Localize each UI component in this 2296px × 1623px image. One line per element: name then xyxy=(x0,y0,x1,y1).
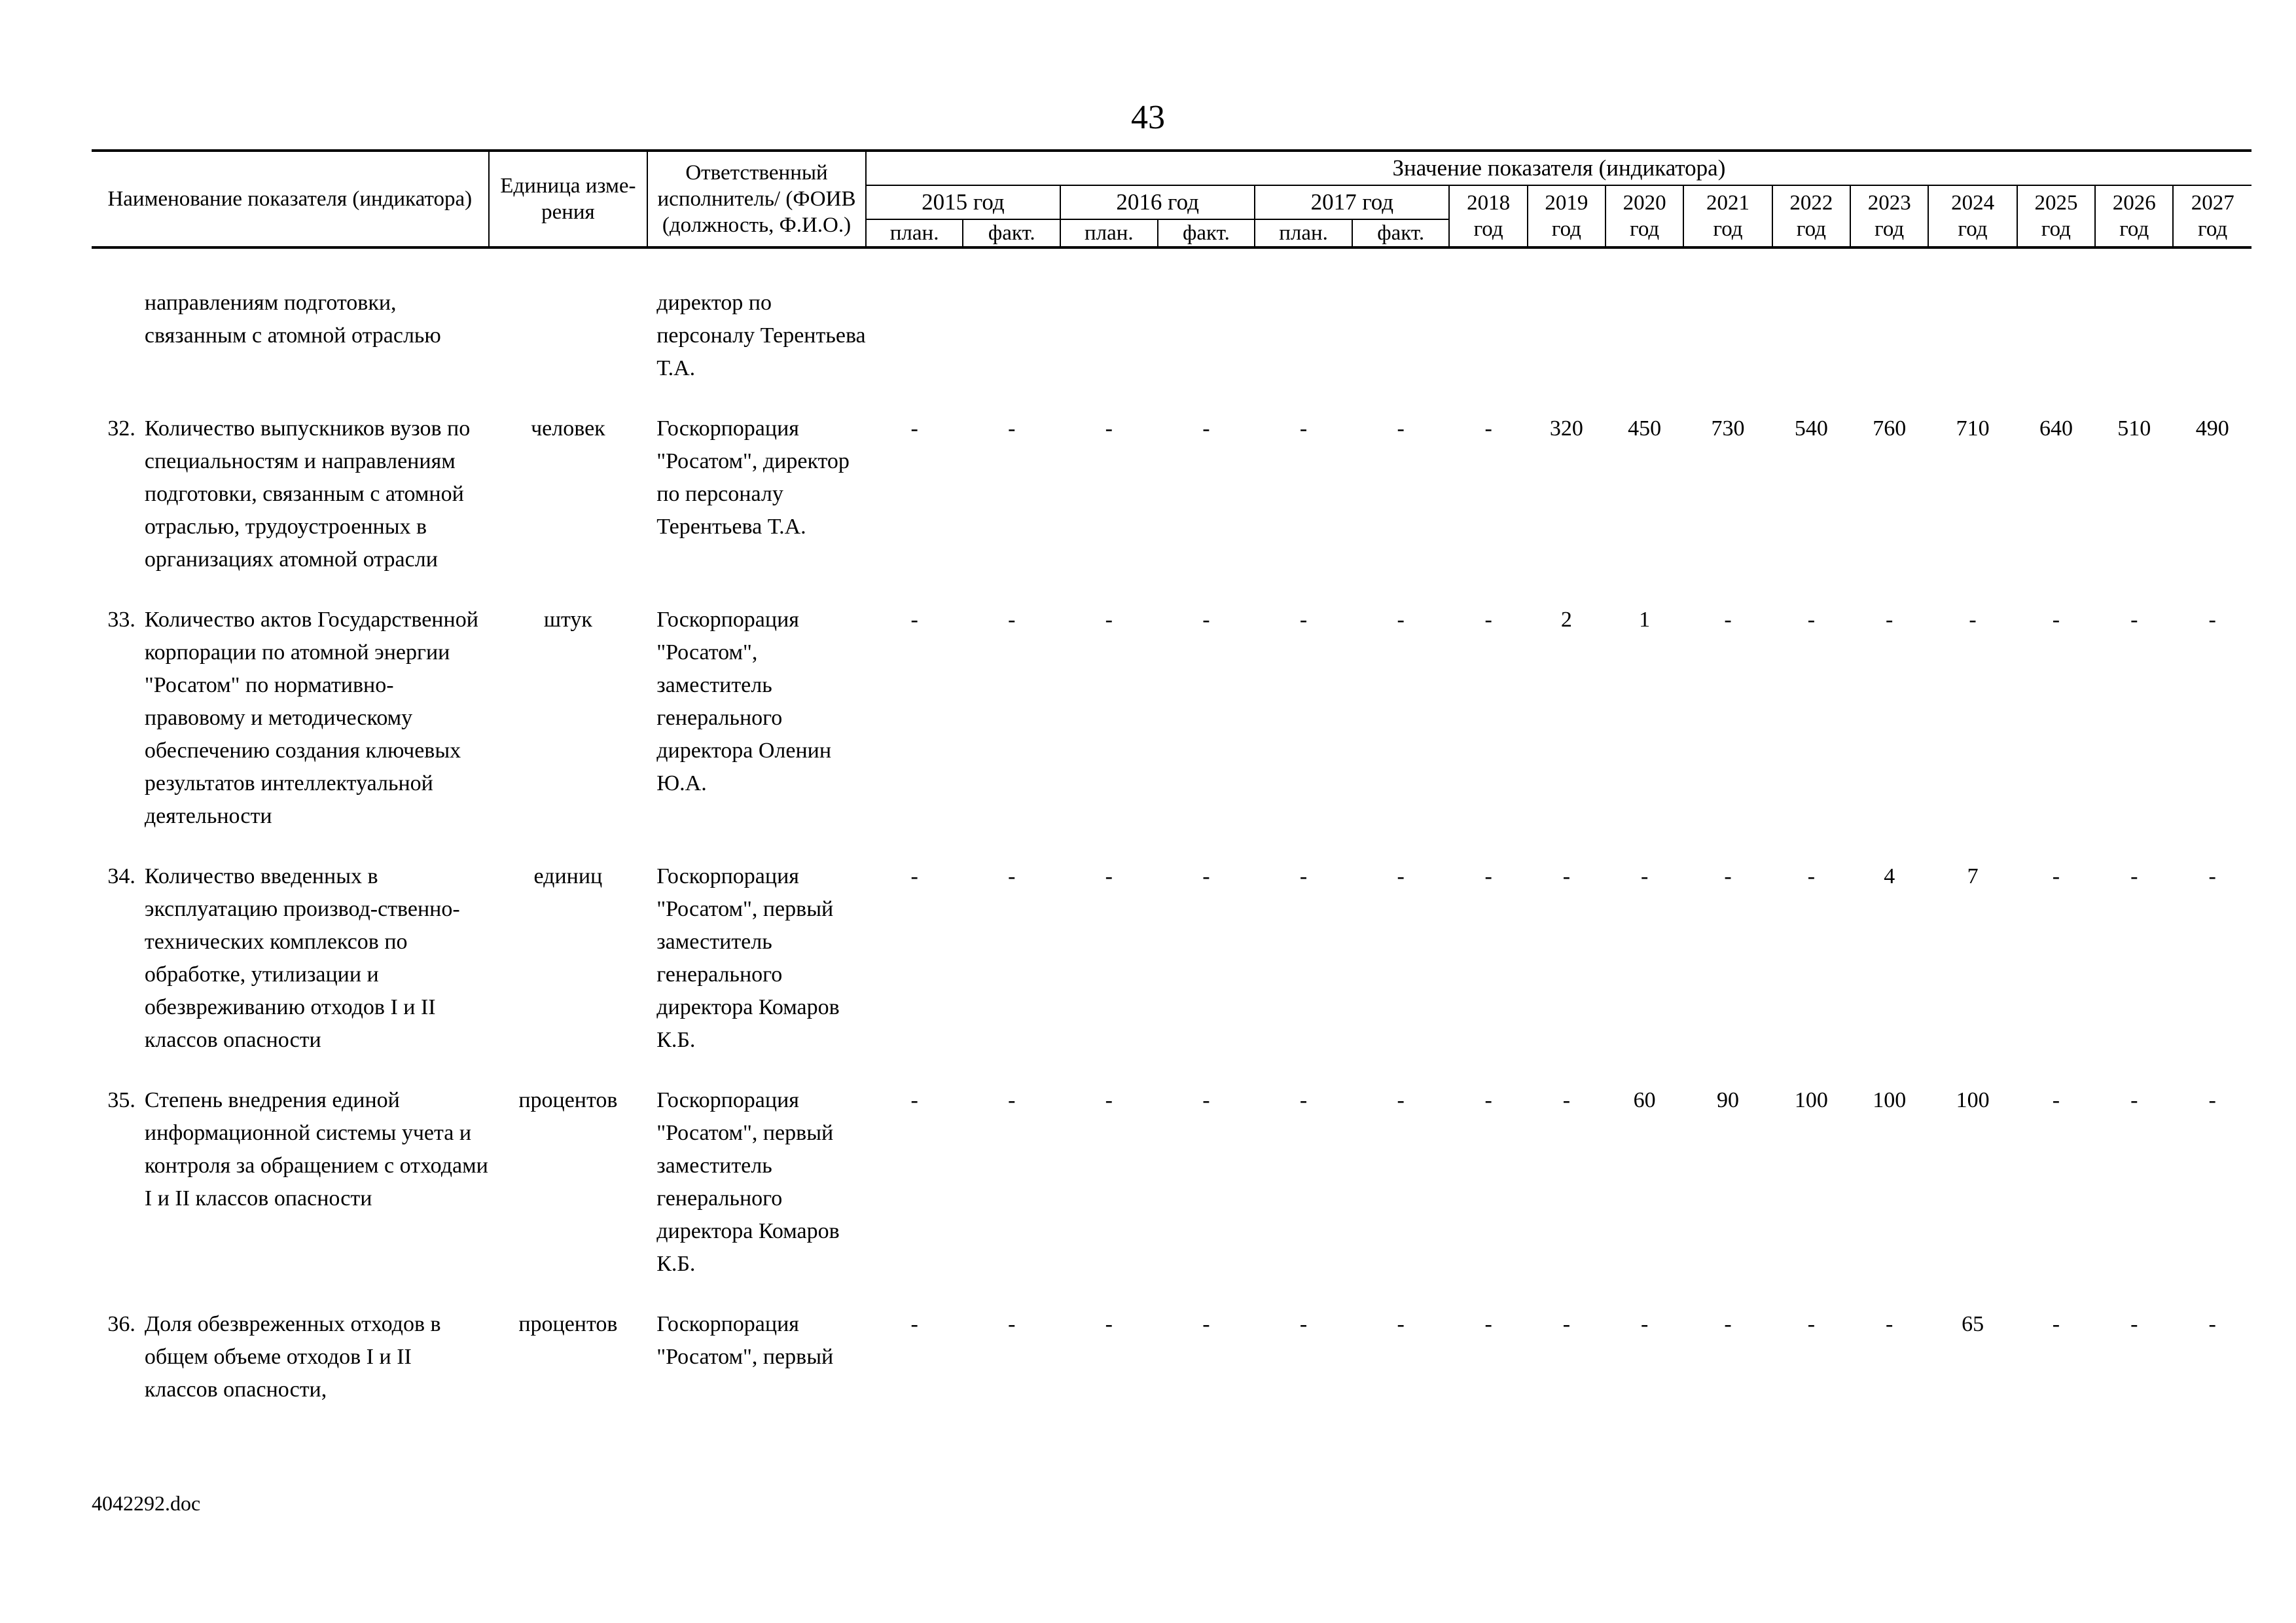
cell-value: - xyxy=(1484,1312,1492,1336)
header-year-2019: 2019 год xyxy=(1528,185,1605,247)
cell-value: - xyxy=(2208,1312,2216,1336)
cell-value: - xyxy=(1105,608,1113,632)
cell-value: - xyxy=(2208,1088,2216,1112)
cell-value: - xyxy=(1724,608,1732,632)
cell-value: - xyxy=(1969,608,1977,632)
cell-value: - xyxy=(2052,1088,2060,1112)
header-plan-2017: план. xyxy=(1255,219,1352,247)
header-year-2023: 2023 год xyxy=(1850,185,1928,247)
cell-value: 100 xyxy=(1794,1088,1828,1112)
header-fact-2017: факт. xyxy=(1352,219,1450,247)
cell-value: 710 xyxy=(1956,416,1990,441)
cell-value: 2 xyxy=(1560,608,1572,632)
page-number: 43 xyxy=(1131,99,1165,136)
cell-value: - xyxy=(1807,608,1816,632)
cell-value: - xyxy=(2130,864,2138,888)
table-row xyxy=(92,604,2251,833)
header-plan-2015: план. xyxy=(866,219,963,247)
header-year-2026: 2026 год xyxy=(2095,185,2173,247)
cell-value: - xyxy=(910,608,918,632)
header-year-2018: 2018 год xyxy=(1449,185,1527,247)
row-executor: директор по персоналу Терентьева Т.А. xyxy=(656,291,866,380)
row-number: 33. xyxy=(107,608,135,632)
header-year-2015: 2015 год xyxy=(866,185,1060,219)
cell-value: - xyxy=(1397,608,1405,632)
cell-value: - xyxy=(1484,416,1492,441)
row-number: 34. xyxy=(107,864,135,888)
cell-value: - xyxy=(910,864,918,888)
cell-value: - xyxy=(1008,1312,1016,1336)
row-name: Количество актов Государственной корпорации по атомной энергии "Росатом" по нормативно-правовому и методическому обеспечению создания ключевых результатов интеллектуальной деятельности xyxy=(144,608,478,828)
table-row xyxy=(92,860,2251,1057)
header-year-2020: 2020 год xyxy=(1605,185,1683,247)
cell-value: 730 xyxy=(1711,416,1745,441)
row-executor: Госкорпорация "Росатом", первый заместитель генерального директора Комаров К.Б. xyxy=(656,1088,840,1276)
cell-value: - xyxy=(1484,864,1492,888)
cell-value: - xyxy=(1807,864,1816,888)
header-value-group: Значение показателя (индикатора) xyxy=(866,151,2251,185)
header-executor: Ответственный исполнитель/ (ФОИВ (должность, Ф.И.О.) xyxy=(647,151,866,247)
header-year-2024: 2024 год xyxy=(1928,185,2017,247)
header-year-2016: 2016 год xyxy=(1060,185,1255,219)
cell-value: 640 xyxy=(2039,416,2073,441)
header-year-2021: 2021 год xyxy=(1683,185,1772,247)
cell-value: - xyxy=(1105,1312,1113,1336)
cell-value: - xyxy=(1562,1312,1571,1336)
cell-value: - xyxy=(1397,1088,1405,1112)
table-row-continuation xyxy=(92,287,2251,385)
cell-value: - xyxy=(1641,864,1649,888)
row-number: 32. xyxy=(107,416,135,441)
cell-value: 65 xyxy=(1962,1312,1984,1336)
cell-value: 760 xyxy=(1873,416,1907,441)
cell-value: 100 xyxy=(1873,1088,1907,1112)
cell-value: - xyxy=(910,416,918,441)
cell-value: 320 xyxy=(1549,416,1583,441)
table-header xyxy=(92,151,2251,247)
cell-value: 60 xyxy=(1633,1088,1656,1112)
cell-value: - xyxy=(910,1312,918,1336)
cell-value: - xyxy=(2052,608,2060,632)
cell-value: - xyxy=(1008,416,1016,441)
row-unit: человек xyxy=(531,416,605,441)
cell-value: 540 xyxy=(1794,416,1828,441)
cell-value: - xyxy=(1397,864,1405,888)
document-footer: 4042292.doc xyxy=(92,1491,201,1515)
row-name: Степень внедрения единой информационной системы учета и контроля за обращением с отходами I и II классов опасности xyxy=(144,1088,488,1211)
cell-value: - xyxy=(1008,864,1016,888)
cell-value: - xyxy=(1105,864,1113,888)
row-unit: штук xyxy=(543,608,592,632)
row-name: Количество выпускников вузов по специальностям и направлениям подготовки, связанным с атомной отраслью, трудоустроенных в организациях атомной отрасли xyxy=(144,416,471,572)
header-fact-2015: факт. xyxy=(963,219,1060,247)
cell-value: 100 xyxy=(1956,1088,1990,1112)
row-unit: процентов xyxy=(518,1312,618,1336)
row-name: Количество введенных в эксплуатацию производ-ственно-технических комплексов по обработке, утилизации и обезвреживанию отходов I и II классов опасности xyxy=(144,864,460,1052)
table-row xyxy=(92,412,2251,576)
cell-value: - xyxy=(1484,608,1492,632)
cell-value: - xyxy=(1299,1088,1308,1112)
cell-value: - xyxy=(1562,864,1571,888)
table-row xyxy=(92,1084,2251,1281)
header-unit: Единица изме-рения xyxy=(489,151,648,247)
cell-value: - xyxy=(1202,416,1210,441)
cell-value: 450 xyxy=(1628,416,1662,441)
cell-value: - xyxy=(1202,608,1210,632)
cell-value: - xyxy=(1484,1088,1492,1112)
indicator-table xyxy=(92,149,2251,1406)
cell-value: - xyxy=(1724,1312,1732,1336)
header-year-2017: 2017 год xyxy=(1255,185,1449,219)
cell-value: - xyxy=(1105,416,1113,441)
row-name: направлениям подготовки, связанным с атомной отраслью xyxy=(144,291,441,348)
table-body xyxy=(92,247,2251,1406)
cell-value: - xyxy=(2208,608,2216,632)
cell-value: - xyxy=(1886,608,1893,632)
cell-value: - xyxy=(1641,1312,1649,1336)
cell-value: - xyxy=(1202,864,1210,888)
cell-value: - xyxy=(1886,1312,1893,1336)
cell-value: - xyxy=(1397,1312,1405,1336)
cell-value: - xyxy=(1299,864,1308,888)
cell-value: - xyxy=(1202,1312,1210,1336)
row-number: 35. xyxy=(107,1088,135,1112)
cell-value: - xyxy=(1724,864,1732,888)
cell-value: 510 xyxy=(2117,416,2151,441)
cell-value: - xyxy=(2052,1312,2060,1336)
cell-value: - xyxy=(2130,1312,2138,1336)
cell-value: - xyxy=(2208,864,2216,888)
cell-value: - xyxy=(1105,1088,1113,1112)
cell-value: - xyxy=(1397,416,1405,441)
cell-value: - xyxy=(1562,1088,1571,1112)
cell-value: - xyxy=(1008,608,1016,632)
cell-value: - xyxy=(2130,1088,2138,1112)
row-executor: Госкорпорация "Росатом", первый заместитель генерального директора Комаров К.Б. xyxy=(656,864,840,1052)
header-year-2027: 2027 год xyxy=(2173,185,2251,247)
cell-value: 7 xyxy=(1967,864,1979,888)
header-year-2022: 2022 год xyxy=(1772,185,1850,247)
cell-value: - xyxy=(2130,608,2138,632)
cell-value: - xyxy=(910,1088,918,1112)
table-row xyxy=(92,1308,2251,1406)
row-executor: Госкорпорация "Росатом", директор по персоналу Терентьева Т.А. xyxy=(656,416,850,539)
cell-value: - xyxy=(1299,1312,1308,1336)
header-fact-2016: факт. xyxy=(1158,219,1255,247)
cell-value: - xyxy=(1299,608,1308,632)
row-unit: процентов xyxy=(518,1088,618,1112)
cell-value: 4 xyxy=(1884,864,1895,888)
row-executor: Госкорпорация "Росатом", заместитель генерального директора Оленин Ю.А. xyxy=(656,608,832,795)
cell-value: - xyxy=(2052,864,2060,888)
cell-value: - xyxy=(1008,1088,1016,1112)
cell-value: 90 xyxy=(1717,1088,1740,1112)
row-executor: Госкорпорация "Росатом", первый xyxy=(656,1312,834,1369)
cell-value: - xyxy=(1807,1312,1816,1336)
header-plan-2016: план. xyxy=(1060,219,1158,247)
header-name: Наименование показателя (индикатора) xyxy=(92,151,489,247)
header-year-2025: 2025 год xyxy=(2017,185,2095,247)
row-name: Доля обезвреженных отходов в общем объеме отходов I и II классов опасности, xyxy=(144,1312,441,1402)
row-unit: единиц xyxy=(533,864,603,888)
cell-value: - xyxy=(1299,416,1308,441)
cell-value: - xyxy=(1202,1088,1210,1112)
cell-value: 490 xyxy=(2195,416,2229,441)
cell-value: 1 xyxy=(1639,608,1651,632)
row-number: 36. xyxy=(107,1312,135,1336)
